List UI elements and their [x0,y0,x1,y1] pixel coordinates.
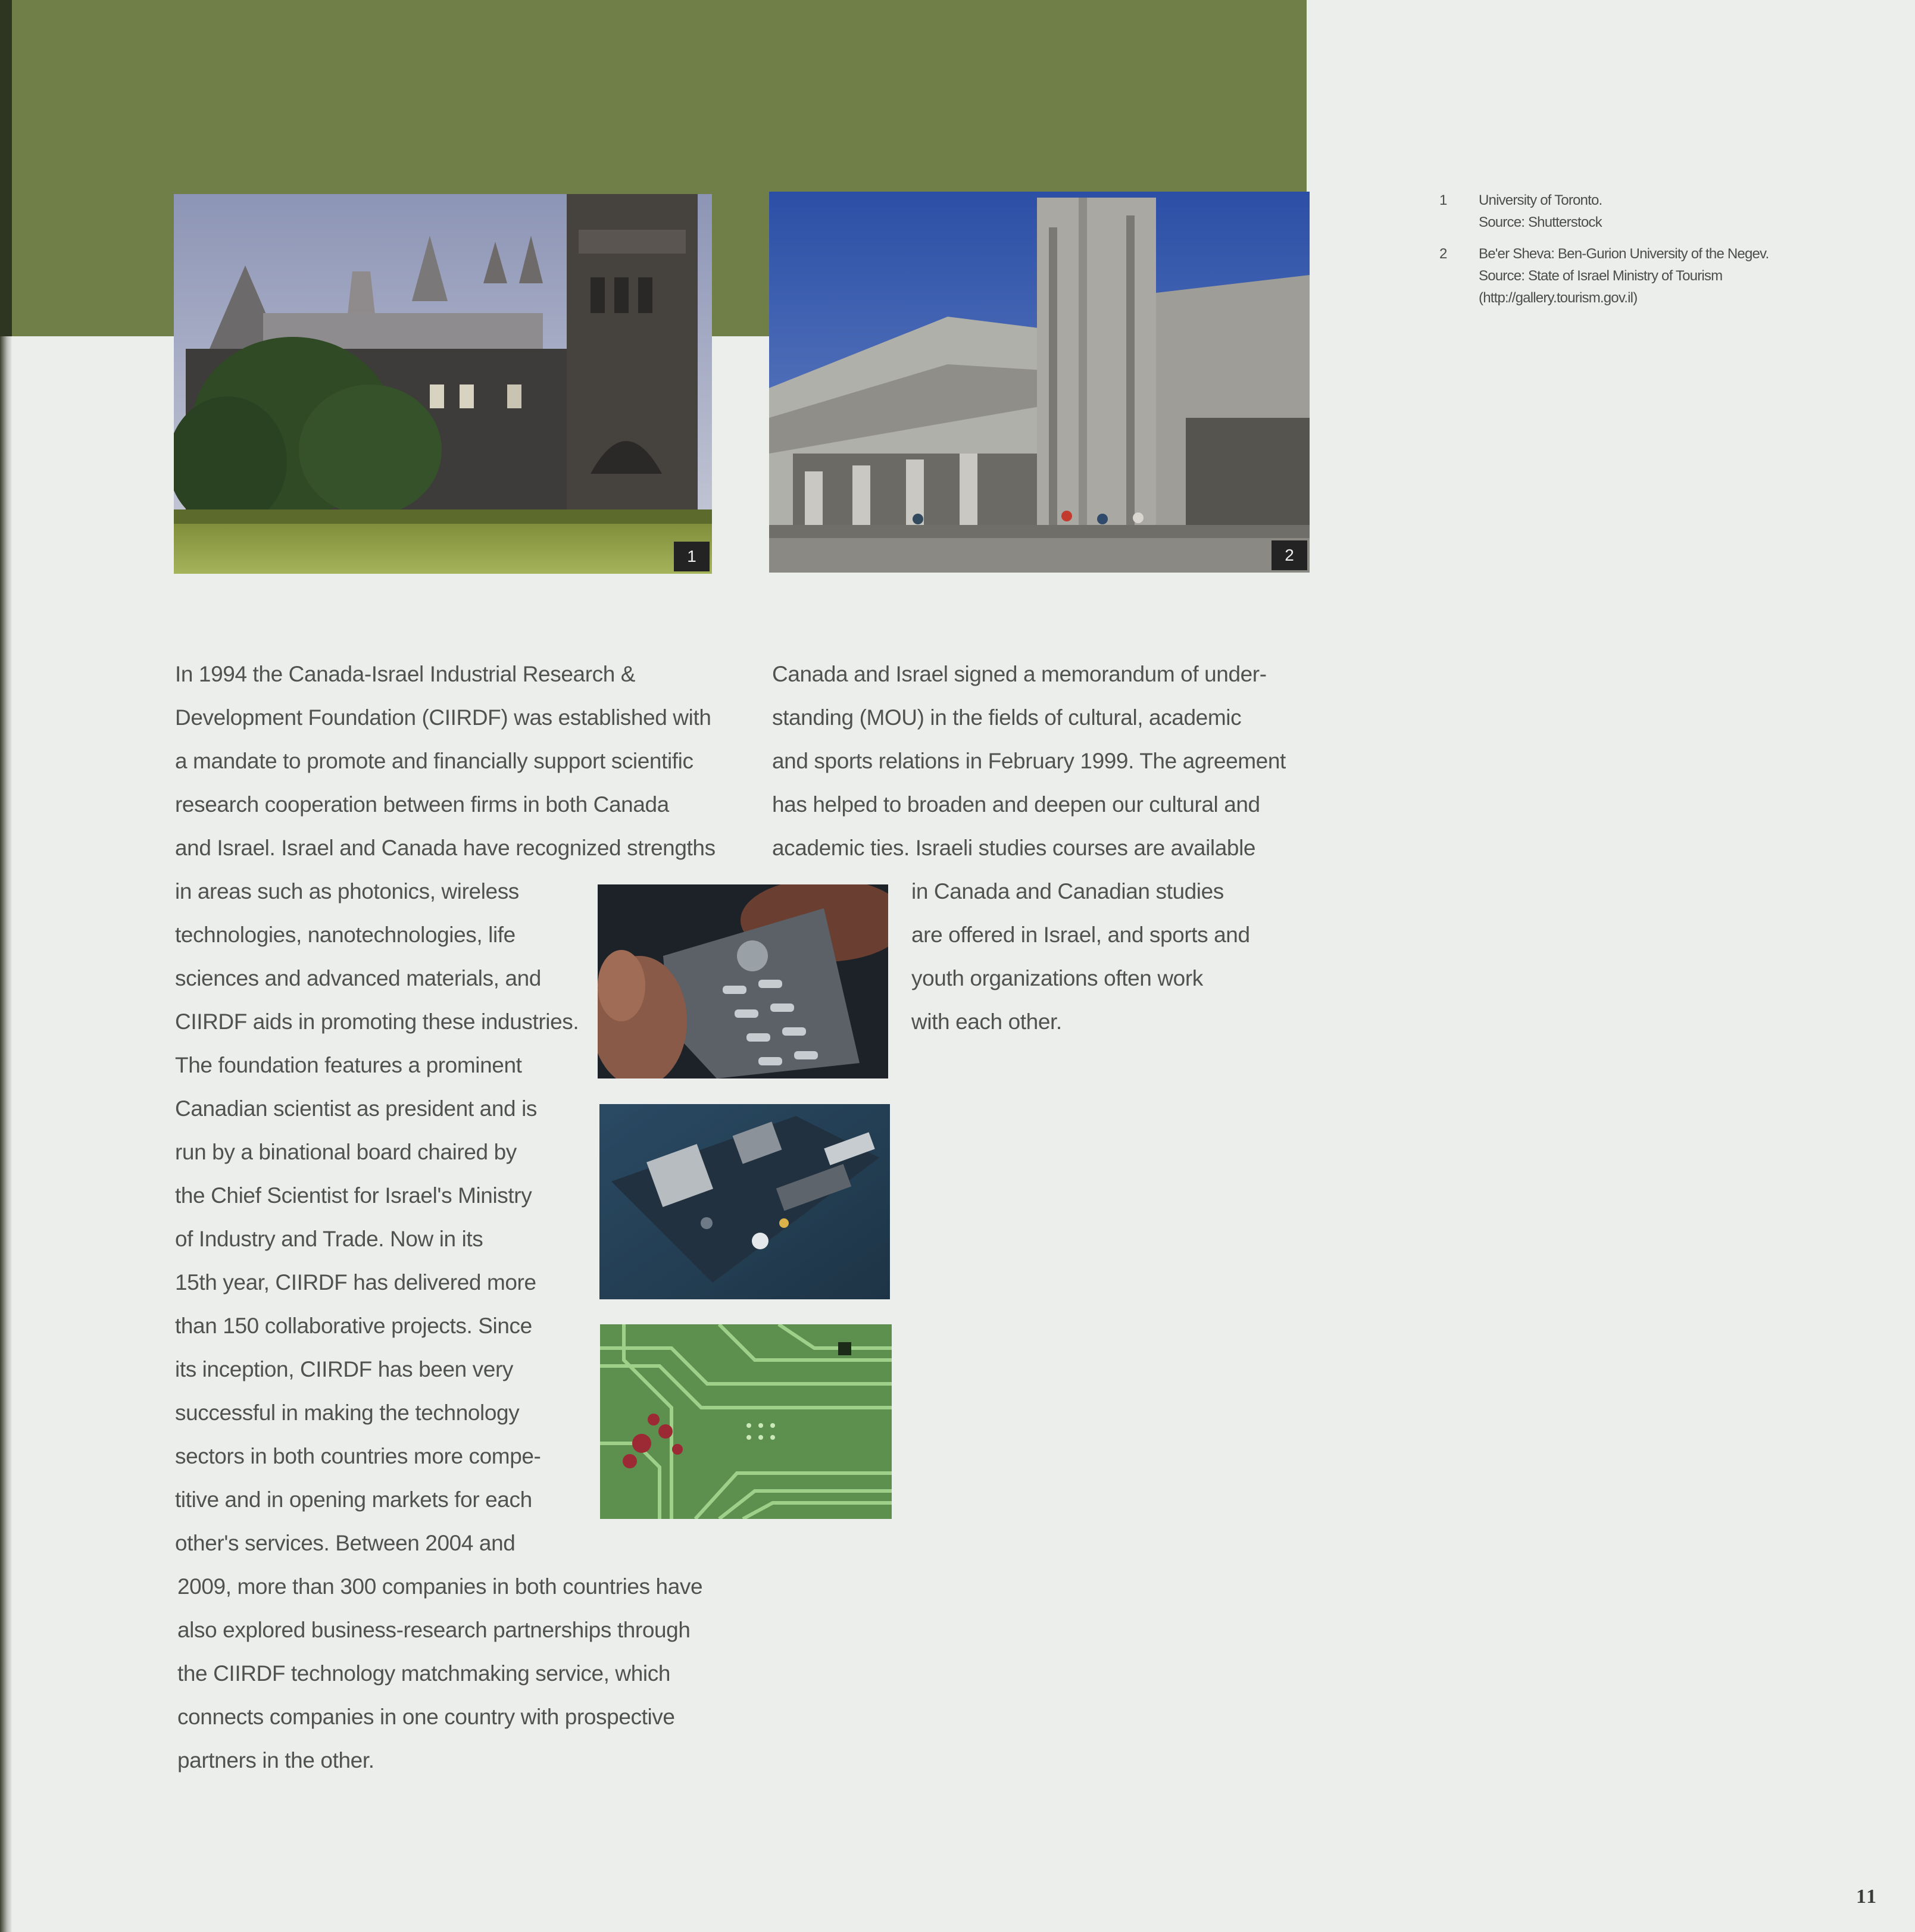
caption-number: 1 [1439,192,1448,208]
text-line: has helped to broaden and deepen our cultural and [772,792,1260,817]
text-line: In 1994 the Canada-Israel Industrial Research & [175,662,636,686]
text-line: the Chief Scientist for Israel's Ministry [175,1183,532,1208]
text-line: in Canada and Canadian studies [911,879,1224,904]
column-2-wrapped-text [911,870,1250,1043]
mobile-phone-photo [598,884,888,1078]
text-line: the CIIRDF technology matchmaking service, which [177,1661,671,1686]
text-line: and Israel. Israel and Canada have recognized strengths [175,836,716,860]
text-line: than 150 collaborative projects. Since [175,1314,532,1338]
text-line: Development Foundation (CIIRDF) was established with [175,705,711,730]
photo-number-badge: 2 [1272,540,1307,570]
text-line: CIIRDF aids in promoting these industries. [175,1009,579,1034]
text-line: 2009, more than 300 companies in both countries have [177,1574,703,1599]
text-line: youth organizations often work [911,966,1203,990]
caption-number: 2 [1439,246,1448,262]
text-line: Canadian scientist as president and is [175,1096,538,1121]
text-line: successful in making the technology [175,1400,520,1425]
text-line: academic ties. Israeli studies courses are available [772,836,1256,860]
text-line: Canada and Israel signed a memorandum of under- [772,662,1267,686]
text-line: 15th year, CIIRDF has delivered more [175,1270,536,1295]
text-line: partners in the other. [177,1748,374,1772]
photo-captions [1436,189,1769,318]
column-2-intro [772,652,1286,870]
university-of-toronto-photo [174,194,712,574]
text-line: also explored business-research partnerships through [177,1618,691,1642]
text-line: in areas such as photonics, wireless [175,879,519,904]
text-line: with each other. [911,1009,1062,1034]
caption-source: Source: Shutterstock [1479,214,1602,230]
photo-number-badge: 1 [674,542,710,571]
caption-2 [1436,243,1769,309]
column-1-intro [175,652,716,870]
text-line: its inception, CIIRDF has been very [175,1357,513,1381]
text-line: a mandate to promote and financially support scientific [175,749,693,773]
text-line: sectors in both countries more compe- [175,1444,541,1468]
ben-gurion-university-photo [769,192,1310,573]
circuit-board-photo [600,1324,892,1519]
caption-source: Source: State of Israel Ministry of Tourism [1479,268,1723,284]
text-line: of Industry and Trade. Now in its [175,1227,483,1251]
text-line: technologies, nanotechnologies, life [175,923,516,947]
caption-title: Be'er Sheva: Ben-Gurion University of the Negev. [1479,246,1769,262]
text-line: The foundation features a prominent [175,1053,522,1077]
text-line: are offered in Israel, and sports and [911,923,1250,947]
column-1-closing [177,1565,702,1782]
text-line: standing (MOU) in the fields of cultural, academic [772,705,1242,730]
text-line: sciences and advanced materials, and [175,966,541,990]
text-line: titive and in opening markets for each [175,1487,532,1512]
text-line: and sports relations in February 1999. The agreement [772,749,1286,773]
text-line: other's services. Between 2004 and [175,1531,516,1555]
caption-title: University of Toronto. [1479,192,1602,208]
column-1-wrapped-text [175,870,579,1565]
band-spine-shadow [0,0,12,336]
caption-url: (http://gallery.tourism.gov.il) [1479,290,1638,306]
motherboard-photo [599,1104,890,1299]
caption-1 [1436,189,1769,233]
text-line: connects companies in one country with prospective [177,1705,675,1729]
text-line: run by a binational board chaired by [175,1140,517,1164]
page-number: 11 [1856,1886,1878,1908]
text-line: research cooperation between firms in both Canada [175,792,669,817]
